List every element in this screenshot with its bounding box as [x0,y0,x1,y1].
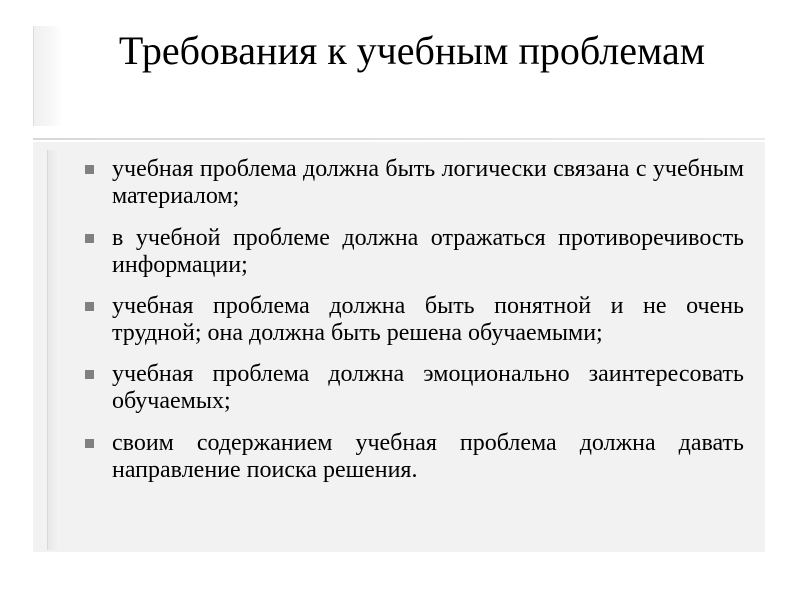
bullet-text: своим содержанием учебная проблема должна давать направление поиска решения. [112,430,744,483]
title-divider [33,138,765,140]
bullet-text: учебная проблема должна быть логически связана с учебным материалом; [112,156,744,209]
square-bullet-icon [85,165,94,174]
content-panel-edge [47,150,60,550]
title-decoration-bar [33,26,62,126]
bullet-list [82,156,744,499]
list-item [82,156,744,210]
square-bullet-icon [85,439,94,448]
square-bullet-icon [85,370,94,379]
bullet-text: учебная проблема должна быть понятной и не очень трудной; она должна быть решена обучаемыми; [112,293,744,346]
list-item [82,225,744,279]
square-bullet-icon [85,302,94,311]
square-bullet-icon [85,234,94,243]
bullet-text: в учебной проблеме должна отражаться противоречивость информации; [112,225,744,278]
bullet-text: учебная проблема должна эмоционально заинтересовать обучаемых; [112,361,744,414]
list-item [82,361,744,415]
slide-title: Требования к учебным проблемам [118,28,706,73]
list-item [82,430,744,484]
list-item [82,293,744,347]
